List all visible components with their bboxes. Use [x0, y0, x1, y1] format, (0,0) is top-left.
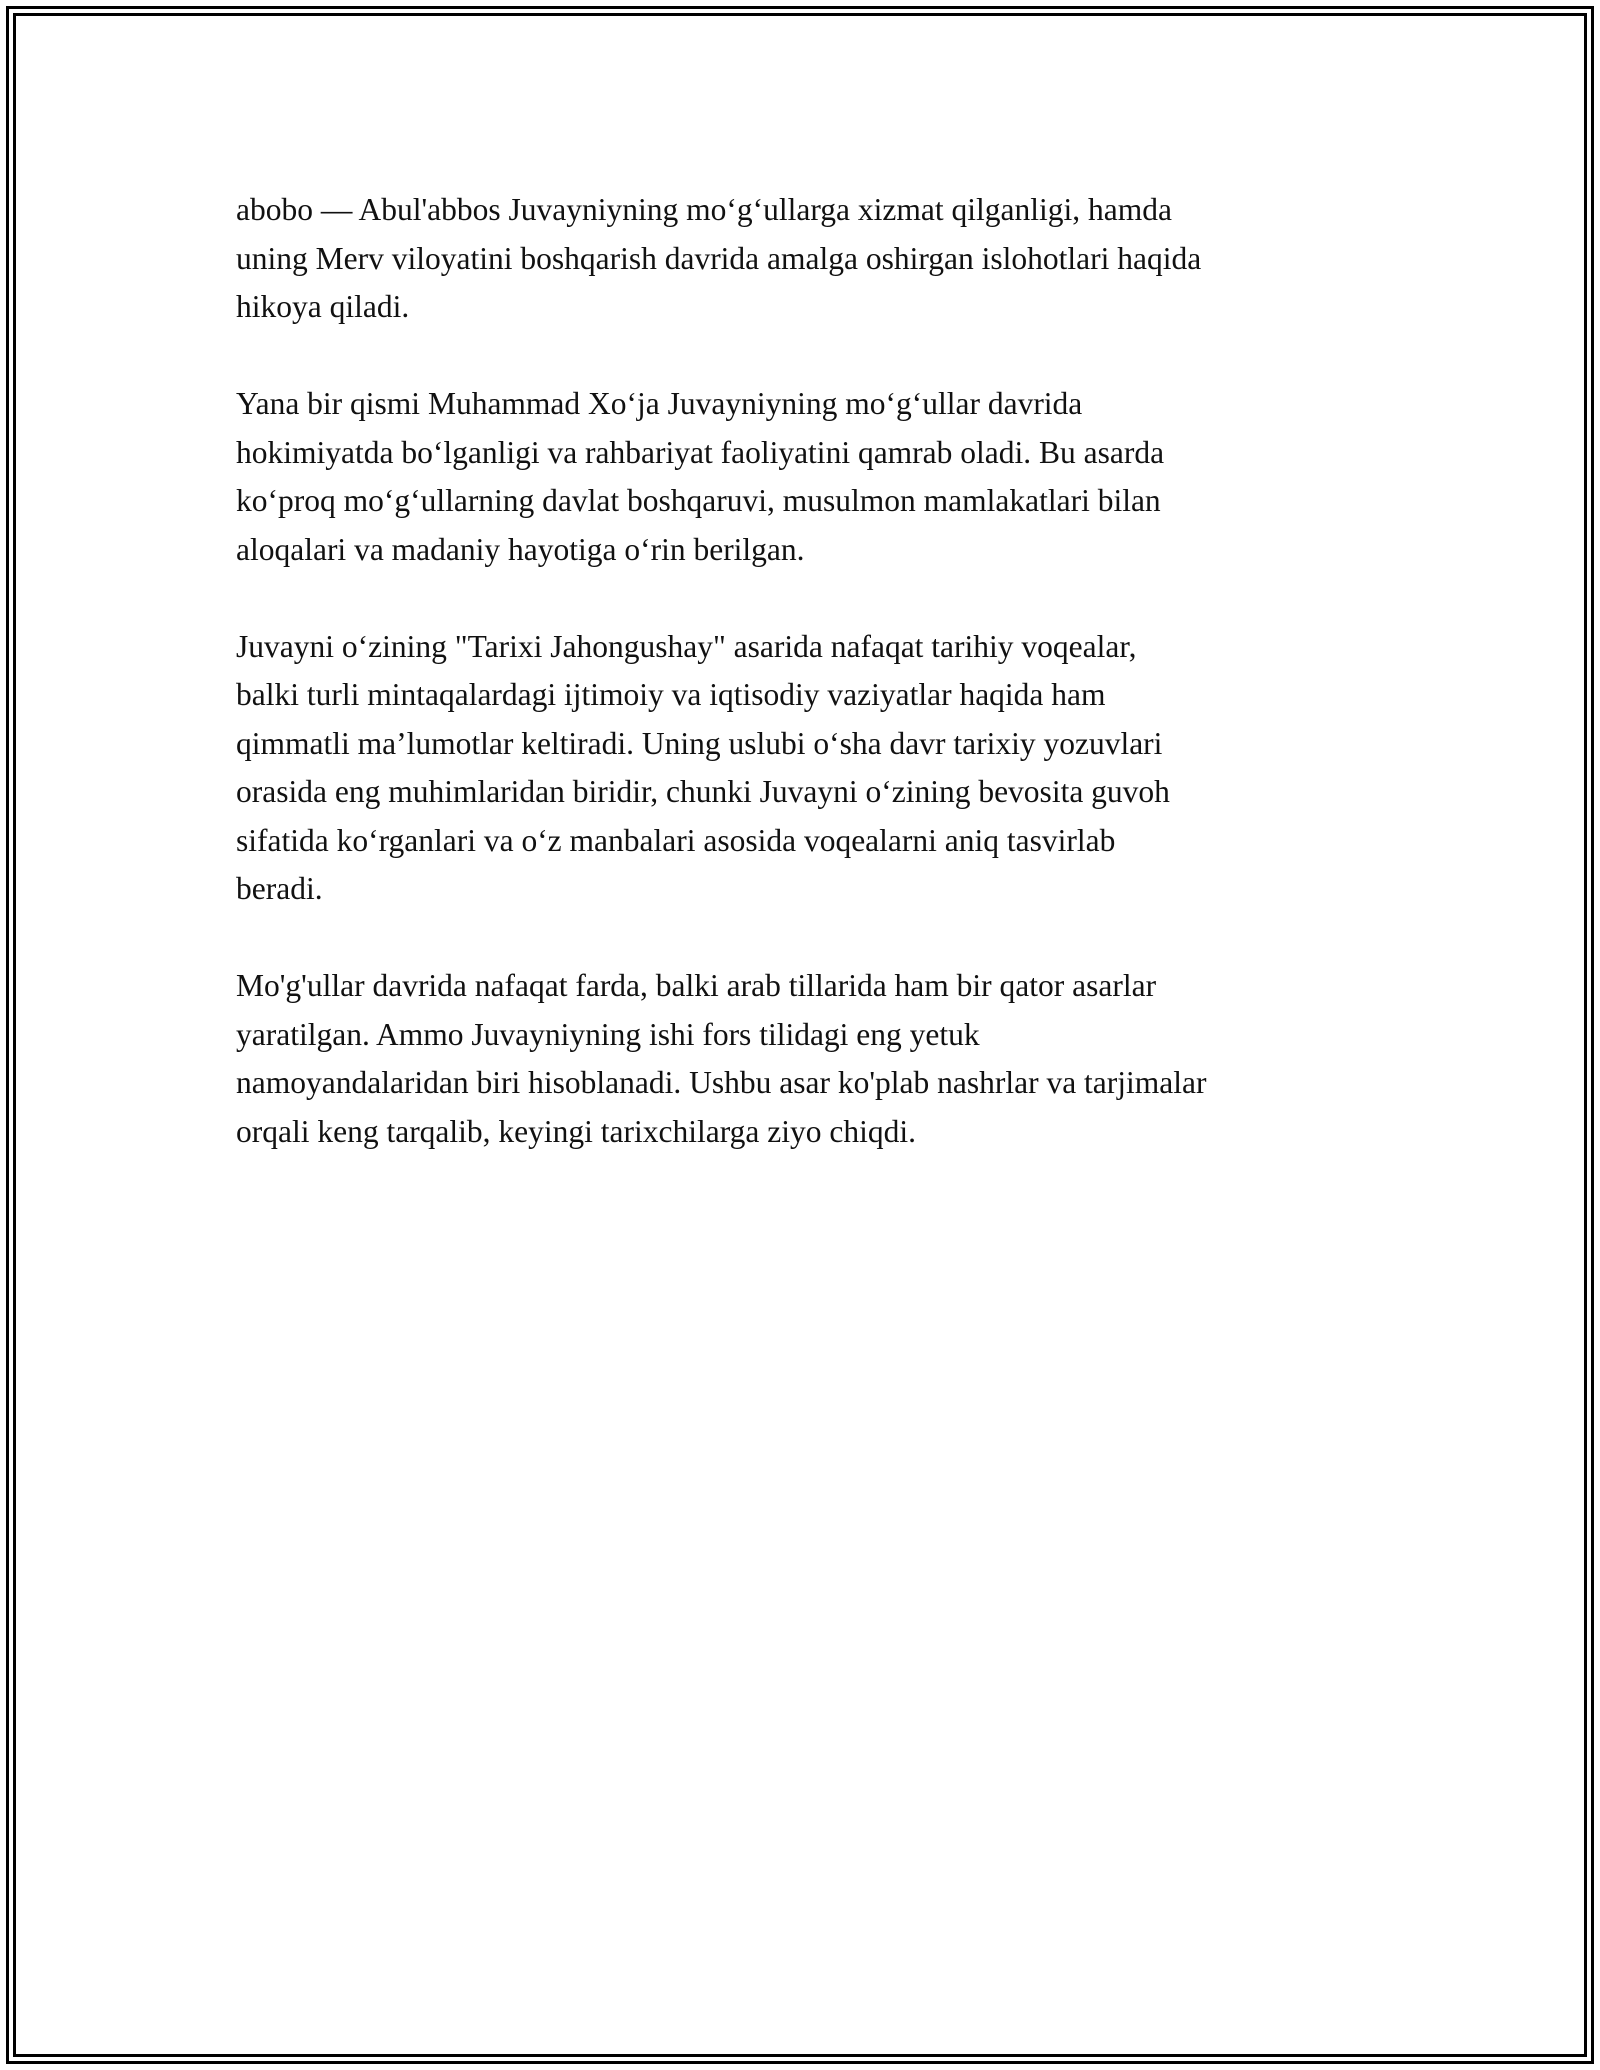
paragraph-line: aloqalari va madaniy hayotiga o‘rin berilgan.	[236, 531, 805, 567]
paragraph-line: namoyandalaridan biri hisoblanadi. Ushbu asar ko'plab nashrlar va tarjimalar	[236, 1065, 1207, 1100]
paragraph-line: beradi.	[236, 871, 323, 906]
paragraph-line: sifatida ko‘rganlari va o‘z manbalari asosida voqealarni aniq tasvirlab	[236, 822, 1116, 858]
paragraph-line: hikoya qiladi.	[236, 289, 410, 324]
paragraph-line: uning Merv viloyatini boshqarish davrida amalga oshirgan islohotlari haqida	[236, 240, 1202, 276]
paragraph-line: ko‘proq mo‘g‘ullarning davlat boshqaruvi, musulmon mamlakatlari bilan	[236, 483, 1161, 518]
paragraph-line: orasida eng muhimlaridan biridir, chunki Juvayni o‘zining bevosita guvoh	[236, 774, 1170, 809]
paragraph-2	[236, 380, 1376, 574]
paragraph-line: Juvayni o‘zining "Tarixi Jahongushay" asarida nafaqat tarihiy voqealar,	[236, 628, 1137, 664]
paragraph-3	[236, 623, 1376, 914]
document-body	[236, 186, 1376, 1205]
paragraph-line: Yana bir qismi Muhammad Xo‘ja Juvayniyning mo‘g‘ullar davrida	[236, 386, 1083, 421]
paragraph-line: hokimiyatda bo‘lganligi va rahbariyat faoliyatini qamrab oladi. Bu asarda	[236, 434, 1165, 470]
paragraph-line: qimmatli ma’lumotlar keltiradi. Uning uslubi o‘sha davr tarixiy yozuvlari	[236, 725, 1163, 761]
paragraph-line: abobo — Abul'abbos Juvayniyning mo‘g‘ullarga xizmat qilganligi, hamda	[236, 192, 1172, 227]
paragraph-line: yaratilgan. Ammo Juvayniyning ishi fors tilidagi eng yetuk	[236, 1016, 980, 1052]
paragraph-line: orqali keng tarqalib, keyingi tarixchilarga ziyo chiqdi.	[236, 1113, 916, 1149]
paragraph-4	[236, 962, 1376, 1156]
paragraph-line: Mo'g'ullar davrida nafaqat farda, balki arab tillarida ham bir qator asarlar	[236, 968, 1157, 1003]
paragraph-line: balki turli mintaqalardagi ijtimoiy va iqtisodiy vaziyatlar haqida ham	[236, 677, 1106, 712]
paragraph-1	[236, 186, 1376, 332]
